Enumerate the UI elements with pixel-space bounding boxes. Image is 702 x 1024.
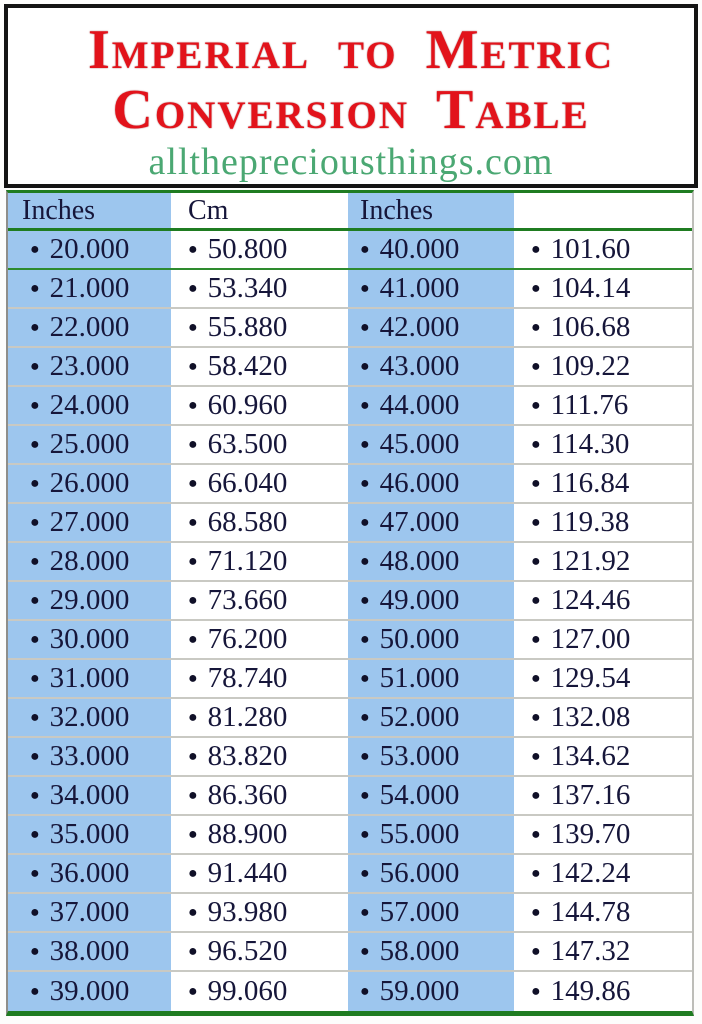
cell-value: 121.92 <box>550 545 631 577</box>
table-row <box>8 543 692 582</box>
inches-cell-right <box>348 777 514 814</box>
bullet-icon: ● <box>188 240 198 258</box>
cell-value: 40.000 <box>379 233 460 265</box>
table-row <box>8 738 692 777</box>
header-label: Cm <box>188 194 229 226</box>
cm-cell-left <box>176 582 342 619</box>
cell-value: 27.000 <box>49 506 130 538</box>
bullet-icon: ● <box>30 942 40 960</box>
cm-cell-left <box>176 504 342 541</box>
cm-cell-right <box>519 270 692 307</box>
cell-value: 144.78 <box>550 896 631 928</box>
cell-value: 53.000 <box>379 740 460 772</box>
table-row <box>8 231 692 270</box>
bullet-icon: ● <box>188 903 198 921</box>
bullet-icon: ● <box>188 513 198 531</box>
table-row <box>8 270 692 309</box>
inches-cell-left <box>8 348 171 385</box>
table-row <box>8 855 692 894</box>
bullet-icon: ● <box>531 279 541 297</box>
table-row <box>8 777 692 816</box>
bullet-icon: ● <box>30 786 40 804</box>
inches-cell-left <box>8 621 171 658</box>
inches-cell-right <box>348 426 514 463</box>
cm-cell-left <box>176 270 342 307</box>
header-cell-cm-left <box>176 193 342 228</box>
cm-cell-right <box>519 699 692 736</box>
cell-value: 38.000 <box>49 935 130 967</box>
cell-value: 29.000 <box>49 584 130 616</box>
cell-value: 71.120 <box>207 545 288 577</box>
inches-cell-left <box>8 777 171 814</box>
cell-value: 88.900 <box>207 818 288 850</box>
bullet-icon: ● <box>531 786 541 804</box>
cell-value: 111.76 <box>550 389 629 421</box>
bullet-icon: ● <box>30 903 40 921</box>
cm-cell-right <box>519 582 692 619</box>
inches-cell-left <box>8 660 171 697</box>
inches-cell-left <box>8 543 171 580</box>
cell-value: 91.440 <box>207 857 288 889</box>
cm-cell-right <box>519 816 692 853</box>
cm-cell-left <box>176 699 342 736</box>
inches-cell-right <box>348 582 514 619</box>
inches-cell-right <box>348 504 514 541</box>
cm-cell-left <box>176 426 342 463</box>
bullet-icon: ● <box>360 318 370 336</box>
cm-cell-left <box>176 309 342 346</box>
bullet-icon: ● <box>360 240 370 258</box>
cell-value: 20.000 <box>49 233 130 265</box>
header-cell-cm-right <box>519 193 692 228</box>
inches-cell-left <box>8 465 171 502</box>
cm-cell-right <box>519 231 692 268</box>
inches-cell-right <box>348 270 514 307</box>
bullet-icon: ● <box>30 669 40 687</box>
cm-cell-left <box>176 855 342 892</box>
table-row <box>8 387 692 426</box>
table-row <box>8 816 692 855</box>
bullet-icon: ● <box>188 825 198 843</box>
cm-cell-left <box>176 894 342 931</box>
cell-value: 54.000 <box>379 779 460 811</box>
cell-value: 35.000 <box>49 818 130 850</box>
cell-value: 32.000 <box>49 701 130 733</box>
bullet-icon: ● <box>30 708 40 726</box>
cm-cell-left <box>176 621 342 658</box>
inches-cell-right <box>348 231 514 268</box>
bullet-icon: ● <box>531 825 541 843</box>
cm-cell-left <box>176 933 342 970</box>
cell-value: 60.960 <box>207 389 288 421</box>
table-header-row <box>8 193 692 231</box>
bullet-icon: ● <box>30 982 40 1000</box>
cell-value: 99.060 <box>207 975 288 1007</box>
cm-cell-left <box>176 387 342 424</box>
header-cell-inches-left <box>8 193 171 228</box>
cell-value: 53.340 <box>207 272 288 304</box>
table-row <box>8 504 692 543</box>
cell-value: 57.000 <box>379 896 460 928</box>
cell-value: 48.000 <box>379 545 460 577</box>
bullet-icon: ● <box>188 474 198 492</box>
bullet-icon: ● <box>531 669 541 687</box>
cell-value: 116.84 <box>550 467 630 499</box>
bullet-icon: ● <box>30 318 40 336</box>
bullet-icon: ● <box>188 591 198 609</box>
cell-value: 139.70 <box>550 818 631 850</box>
cell-value: 119.38 <box>550 506 630 538</box>
bullet-icon: ● <box>188 708 198 726</box>
bullet-icon: ● <box>188 630 198 648</box>
bullet-icon: ● <box>188 942 198 960</box>
cell-value: 63.500 <box>207 428 288 460</box>
cell-value: 137.16 <box>550 779 631 811</box>
bullet-icon: ● <box>188 669 198 687</box>
cell-value: 104.14 <box>550 272 631 304</box>
cell-value: 81.280 <box>207 701 288 733</box>
bullet-icon: ● <box>360 825 370 843</box>
cell-value: 26.000 <box>49 467 130 499</box>
cm-cell-left <box>176 972 342 1011</box>
cm-cell-right <box>519 855 692 892</box>
inches-cell-left <box>8 894 171 931</box>
cell-value: 96.520 <box>207 935 288 967</box>
bullet-icon: ● <box>531 591 541 609</box>
inches-cell-right <box>348 894 514 931</box>
table-row <box>8 699 692 738</box>
cell-value: 30.000 <box>49 623 130 655</box>
inches-cell-left <box>8 699 171 736</box>
conversion-table <box>6 190 694 1016</box>
cell-value: 56.000 <box>379 857 460 889</box>
inches-cell-right <box>348 855 514 892</box>
table-row <box>8 933 692 972</box>
inches-cell-left <box>8 504 171 541</box>
inches-cell-left <box>8 426 171 463</box>
bullet-icon: ● <box>531 903 541 921</box>
cell-value: 66.040 <box>207 467 288 499</box>
bullet-icon: ● <box>30 630 40 648</box>
table-row <box>8 426 692 465</box>
table-body <box>8 231 692 1011</box>
cell-value: 58.000 <box>379 935 460 967</box>
bullet-icon: ● <box>360 786 370 804</box>
cm-cell-right <box>519 738 692 775</box>
bullet-icon: ● <box>360 513 370 531</box>
inches-cell-right <box>348 816 514 853</box>
inches-cell-left <box>8 972 171 1011</box>
bullet-icon: ● <box>188 435 198 453</box>
bullet-icon: ● <box>188 786 198 804</box>
inches-cell-right <box>348 621 514 658</box>
bullet-icon: ● <box>30 864 40 882</box>
inches-cell-left <box>8 387 171 424</box>
inches-cell-left <box>8 855 171 892</box>
cell-value: 21.000 <box>49 272 130 304</box>
cm-cell-right <box>519 504 692 541</box>
page-title-line-1: Imperial to Metric <box>88 19 614 81</box>
cm-cell-right <box>519 348 692 385</box>
bullet-icon: ● <box>30 396 40 414</box>
header-label: Inches <box>22 194 96 226</box>
bullet-icon: ● <box>30 591 40 609</box>
cell-value: 28.000 <box>49 545 130 577</box>
cm-cell-left <box>176 777 342 814</box>
cell-value: 59.000 <box>379 975 460 1007</box>
bullet-icon: ● <box>30 552 40 570</box>
table-row <box>8 582 692 621</box>
inches-cell-left <box>8 270 171 307</box>
cell-value: 52.000 <box>379 701 460 733</box>
bullet-icon: ● <box>360 396 370 414</box>
bullet-icon: ● <box>188 357 198 375</box>
title-box <box>4 4 698 188</box>
cell-value: 41.000 <box>379 272 460 304</box>
bullet-icon: ● <box>188 318 198 336</box>
cell-value: 124.46 <box>550 584 631 616</box>
inches-cell-left <box>8 231 171 268</box>
inches-cell-left <box>8 582 171 619</box>
cm-cell-left <box>176 543 342 580</box>
website-url: allthepreciousthings.com <box>148 141 554 183</box>
bullet-icon: ● <box>360 747 370 765</box>
cm-cell-right <box>519 933 692 970</box>
bullet-icon: ● <box>360 982 370 1000</box>
cm-cell-right <box>519 387 692 424</box>
cell-value: 23.000 <box>49 350 130 382</box>
bullet-icon: ● <box>360 903 370 921</box>
cm-cell-right <box>519 426 692 463</box>
bullet-icon: ● <box>188 864 198 882</box>
bullet-icon: ● <box>30 357 40 375</box>
cell-value: 142.24 <box>550 857 631 889</box>
cell-value: 46.000 <box>379 467 460 499</box>
inches-cell-right <box>348 738 514 775</box>
cell-value: 39.000 <box>49 975 130 1007</box>
bullet-icon: ● <box>531 240 541 258</box>
cell-value: 109.22 <box>550 350 631 382</box>
page-title-line-2: Conversion Table <box>112 79 590 141</box>
cell-value: 50.800 <box>207 233 288 265</box>
cell-value: 58.420 <box>207 350 288 382</box>
bullet-icon: ● <box>360 474 370 492</box>
inches-cell-right <box>348 933 514 970</box>
bullet-icon: ● <box>360 435 370 453</box>
cell-value: 134.62 <box>550 740 631 772</box>
cell-value: 83.820 <box>207 740 288 772</box>
cm-cell-left <box>176 738 342 775</box>
cell-value: 73.660 <box>207 584 288 616</box>
cm-cell-left <box>176 348 342 385</box>
bullet-icon: ● <box>30 825 40 843</box>
table-row <box>8 660 692 699</box>
inches-cell-right <box>348 972 514 1011</box>
header-cell-inches-right <box>348 193 514 228</box>
cell-value: 93.980 <box>207 896 288 928</box>
inches-cell-right <box>348 543 514 580</box>
bullet-icon: ● <box>531 864 541 882</box>
cm-cell-left <box>176 816 342 853</box>
cm-cell-right <box>519 621 692 658</box>
bullet-icon: ● <box>360 279 370 297</box>
cell-value: 50.000 <box>379 623 460 655</box>
table-row <box>8 621 692 660</box>
cell-value: 34.000 <box>49 779 130 811</box>
table-row <box>8 309 692 348</box>
bullet-icon: ● <box>360 591 370 609</box>
cell-value: 45.000 <box>379 428 460 460</box>
bullet-icon: ● <box>30 474 40 492</box>
cell-value: 132.08 <box>550 701 631 733</box>
inches-cell-right <box>348 699 514 736</box>
bullet-icon: ● <box>360 630 370 648</box>
bullet-icon: ● <box>360 942 370 960</box>
cell-value: 44.000 <box>379 389 460 421</box>
bullet-icon: ● <box>30 747 40 765</box>
cm-cell-right <box>519 465 692 502</box>
bullet-icon: ● <box>531 942 541 960</box>
header-label: Inches <box>360 194 434 226</box>
cell-value: 101.60 <box>550 233 631 265</box>
bullet-icon: ● <box>360 552 370 570</box>
bullet-icon: ● <box>531 396 541 414</box>
cell-value: 43.000 <box>379 350 460 382</box>
cell-value: 49.000 <box>379 584 460 616</box>
bullet-icon: ● <box>360 669 370 687</box>
cm-cell-left <box>176 660 342 697</box>
inches-cell-left <box>8 738 171 775</box>
cell-value: 55.880 <box>207 311 288 343</box>
bullet-icon: ● <box>188 747 198 765</box>
bullet-icon: ● <box>531 435 541 453</box>
cell-value: 147.32 <box>550 935 631 967</box>
cell-value: 47.000 <box>379 506 460 538</box>
cm-cell-right <box>519 660 692 697</box>
cell-value: 37.000 <box>49 896 130 928</box>
bullet-icon: ● <box>360 864 370 882</box>
bullet-icon: ● <box>531 474 541 492</box>
table-row <box>8 348 692 387</box>
bullet-icon: ● <box>531 708 541 726</box>
table-row <box>8 894 692 933</box>
cell-value: 78.740 <box>207 662 288 694</box>
inches-cell-right <box>348 387 514 424</box>
inches-cell-left <box>8 933 171 970</box>
bullet-icon: ● <box>360 708 370 726</box>
cell-value: 149.86 <box>550 975 631 1007</box>
bullet-icon: ● <box>531 513 541 531</box>
bullet-icon: ● <box>188 396 198 414</box>
cell-value: 24.000 <box>49 389 130 421</box>
cell-value: 31.000 <box>49 662 130 694</box>
cm-cell-left <box>176 231 342 268</box>
bullet-icon: ● <box>30 435 40 453</box>
cm-cell-right <box>519 972 692 1011</box>
bullet-icon: ● <box>531 982 541 1000</box>
cell-value: 68.580 <box>207 506 288 538</box>
cell-value: 51.000 <box>379 662 460 694</box>
bullet-icon: ● <box>188 982 198 1000</box>
table-row <box>8 465 692 504</box>
bullet-icon: ● <box>188 279 198 297</box>
bullet-icon: ● <box>30 513 40 531</box>
bullet-icon: ● <box>188 552 198 570</box>
bullet-icon: ● <box>531 630 541 648</box>
bullet-icon: ● <box>360 357 370 375</box>
inches-cell-right <box>348 348 514 385</box>
cell-value: 55.000 <box>379 818 460 850</box>
cell-value: 36.000 <box>49 857 130 889</box>
cell-value: 42.000 <box>379 311 460 343</box>
cell-value: 106.68 <box>550 311 631 343</box>
cm-cell-right <box>519 777 692 814</box>
cell-value: 33.000 <box>49 740 130 772</box>
cell-value: 129.54 <box>550 662 631 694</box>
cell-value: 22.000 <box>49 311 130 343</box>
inches-cell-left <box>8 309 171 346</box>
cm-cell-right <box>519 894 692 931</box>
cm-cell-left <box>176 465 342 502</box>
inches-cell-right <box>348 660 514 697</box>
inches-cell-left <box>8 816 171 853</box>
cell-value: 76.200 <box>207 623 288 655</box>
bullet-icon: ● <box>30 279 40 297</box>
inches-cell-right <box>348 465 514 502</box>
bullet-icon: ● <box>531 552 541 570</box>
table-row <box>8 972 692 1011</box>
bullet-icon: ● <box>531 357 541 375</box>
cell-value: 114.30 <box>550 428 630 460</box>
cell-value: 86.360 <box>207 779 288 811</box>
cm-cell-right <box>519 309 692 346</box>
cell-value: 25.000 <box>49 428 130 460</box>
inches-cell-right <box>348 309 514 346</box>
bullet-icon: ● <box>531 318 541 336</box>
bullet-icon: ● <box>531 747 541 765</box>
cell-value: 127.00 <box>550 623 631 655</box>
bullet-icon: ● <box>30 240 40 258</box>
cm-cell-right <box>519 543 692 580</box>
